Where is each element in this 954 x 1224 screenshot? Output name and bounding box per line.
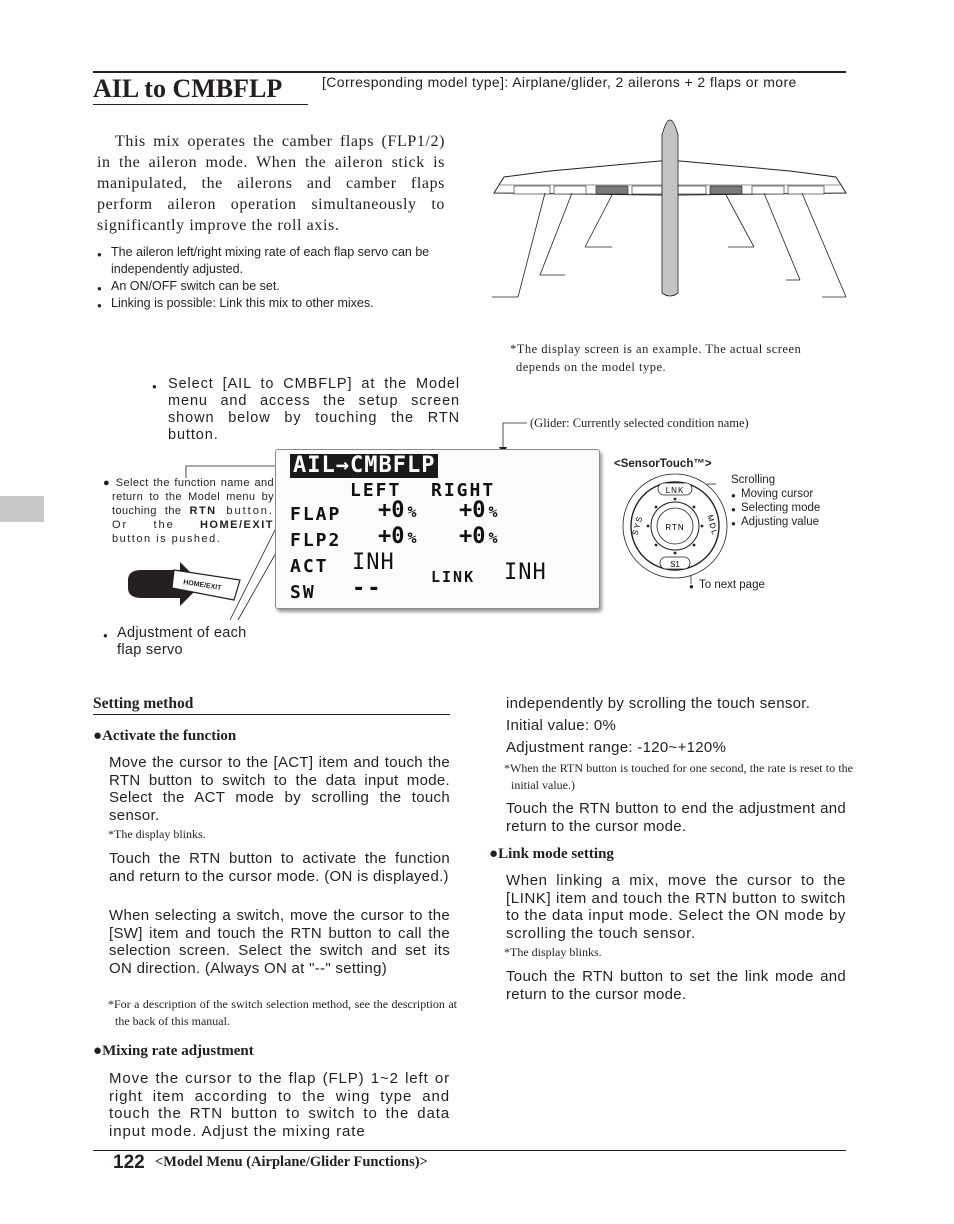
- mixing-heading: ●Mixing rate adjustment: [93, 1043, 254, 1059]
- mixing-p1: Move the cursor to the flap (FLP) 1~2 left or right item according to the wing type and touch the RTN button to switch to the data input mode. Adjust the mixing rate: [109, 1070, 450, 1140]
- link-p2: Touch the RTN button to set the link mode and return to the cursor mode.: [506, 968, 846, 1003]
- sensor-title: <SensorTouch™>: [614, 458, 712, 470]
- activate-p1: Move the cursor to the [ACT] item and touch the RTN button to switch to the data input mode. Select the ACT mode by scrolling the touch sensor.: [109, 754, 450, 824]
- activate-note2: *For a description of the switch selection method, see the description at the back of this manual.: [108, 997, 457, 1028]
- home-exit-label: HOME/EXIT: [182, 579, 222, 592]
- sensor-touch-dial: [620, 473, 730, 583]
- home-exit-button[interactable]: [122, 556, 246, 616]
- initial-value: Initial value: 0%: [506, 717, 617, 734]
- lcd-flp2-label: FLP2: [290, 530, 342, 551]
- lcd-link-label: LINK: [431, 568, 476, 586]
- sensor-sys-label[interactable]: SYS: [630, 514, 645, 537]
- lcd-act-value[interactable]: INH: [352, 550, 395, 575]
- sensor-next-page: [689, 578, 765, 592]
- select-instruction-text: ● Select [AIL to CMBFLP] at the Model menu and access the setup screen shown below by touching the RTN button.: [152, 376, 460, 444]
- mixing-note: *When the RTN button is touched for one second, the rate is reset to the initial value.): [504, 761, 853, 792]
- intro-paragraph: This mix operates the camber flaps (FLP1/2) in the aileron mode. When the aileron stick is manipulated, the ailerons and camber flaps perform aileron operation simultaneously to significantly improve the roll axis.: [97, 133, 445, 234]
- lcd-flp2-right[interactable]: +0 %: [459, 524, 498, 549]
- lcd-act-label: ACT: [290, 556, 329, 577]
- lcd-flap-label: FLAP: [290, 504, 342, 525]
- adjustment-range: Adjustment range: -120~+120%: [506, 739, 727, 756]
- page-title: AIL to CMBFLP: [93, 74, 283, 103]
- lcd-flap-left[interactable]: +0 %: [378, 498, 417, 523]
- lcd-col-right: RIGHT: [431, 480, 496, 501]
- sensor-scroll-item: ● Moving cursor: [731, 487, 820, 501]
- sensor-scroll-item: ● Adjusting value: [731, 515, 820, 529]
- setting-rule: [93, 714, 450, 715]
- lcd-col-left: LEFT: [350, 480, 402, 501]
- intro-bullet: ● Linking is possible: Link this mix to other mixes.: [97, 295, 457, 312]
- sensor-s1-label[interactable]: S1: [670, 560, 680, 569]
- function-name-callout: ● Select the function name and return to the Model menu by touching the RTN button. Or the HOME/EXIT button is pushed.: [103, 477, 274, 545]
- sensor-mdl-label[interactable]: MDL: [705, 513, 720, 537]
- mixing-p2: Touch the RTN button to end the adjustment and return to the cursor mode.: [506, 800, 846, 835]
- link-p1: When linking a mix, move the cursor to the [LINK] item and touch the RTN button to switch to the data input mode. Select the ON mode by scrolling the touch sensor.: [506, 872, 846, 942]
- lcd-screen: [275, 449, 600, 609]
- intro-bullet: ● The aileron left/right mixing rate of each flap servo can be independently adjusted.: [97, 244, 457, 278]
- flap-callout-text: ● Adjustment of each flap servo: [103, 625, 273, 659]
- display-note: *The display screen is an example. The actual screen depends on the model type.: [510, 342, 802, 374]
- glider-note: (Glider: Currently selected condition name): [530, 416, 749, 430]
- link-note: *The display blinks.: [504, 945, 602, 959]
- setting-heading: Setting method: [93, 695, 194, 712]
- sensor-lnk-label[interactable]: LNK: [665, 486, 685, 495]
- model-type: [Corresponding model type]: Airplane/glider, 2 ailerons + 2 flaps or more: [322, 74, 797, 90]
- sensor-scroll-item: ● Selecting mode: [731, 501, 820, 515]
- sensor-scroll-list: [731, 487, 820, 529]
- sensor-scrolling: Scrolling: [731, 474, 776, 486]
- activate-p2: Touch the RTN button to activate the function and return to the cursor mode. (ON is displayed.): [109, 850, 450, 885]
- activate-p3: When selecting a switch, move the cursor to the [SW] item and touch the RTN button to call the selection screen. Select the switch and set its ON direction. (Always ON at "--" setting): [109, 907, 450, 977]
- lcd-sw-value[interactable]: --: [352, 576, 383, 601]
- activate-note1: *The display blinks.: [108, 827, 206, 841]
- lcd-flap-right[interactable]: +0 %: [459, 498, 498, 523]
- lcd-title[interactable]: AIL→CMBFLP: [290, 454, 438, 478]
- sensor-rtn-label[interactable]: RTN: [665, 523, 685, 532]
- lcd-flp2-left[interactable]: +0 %: [378, 524, 417, 549]
- link-heading: ●Link mode setting: [489, 846, 614, 862]
- footer-rule: [93, 1150, 846, 1151]
- footer-section: <Model Menu (Airplane/Glider Functions)>: [155, 1154, 428, 1170]
- page-number: 122: [113, 1152, 145, 1173]
- activate-heading: ●Activate the function: [93, 728, 237, 744]
- flap-callout: [103, 625, 273, 659]
- lcd-sw-label: SW: [290, 582, 316, 603]
- intro-bullet: ● An ON/OFF switch can be set.: [97, 278, 457, 295]
- mixing-p1-cont: independently by scrolling the touch sensor.: [506, 695, 811, 712]
- lcd-link-value[interactable]: INH: [504, 560, 547, 585]
- sensor-next-page-text: ● To next page: [689, 578, 765, 592]
